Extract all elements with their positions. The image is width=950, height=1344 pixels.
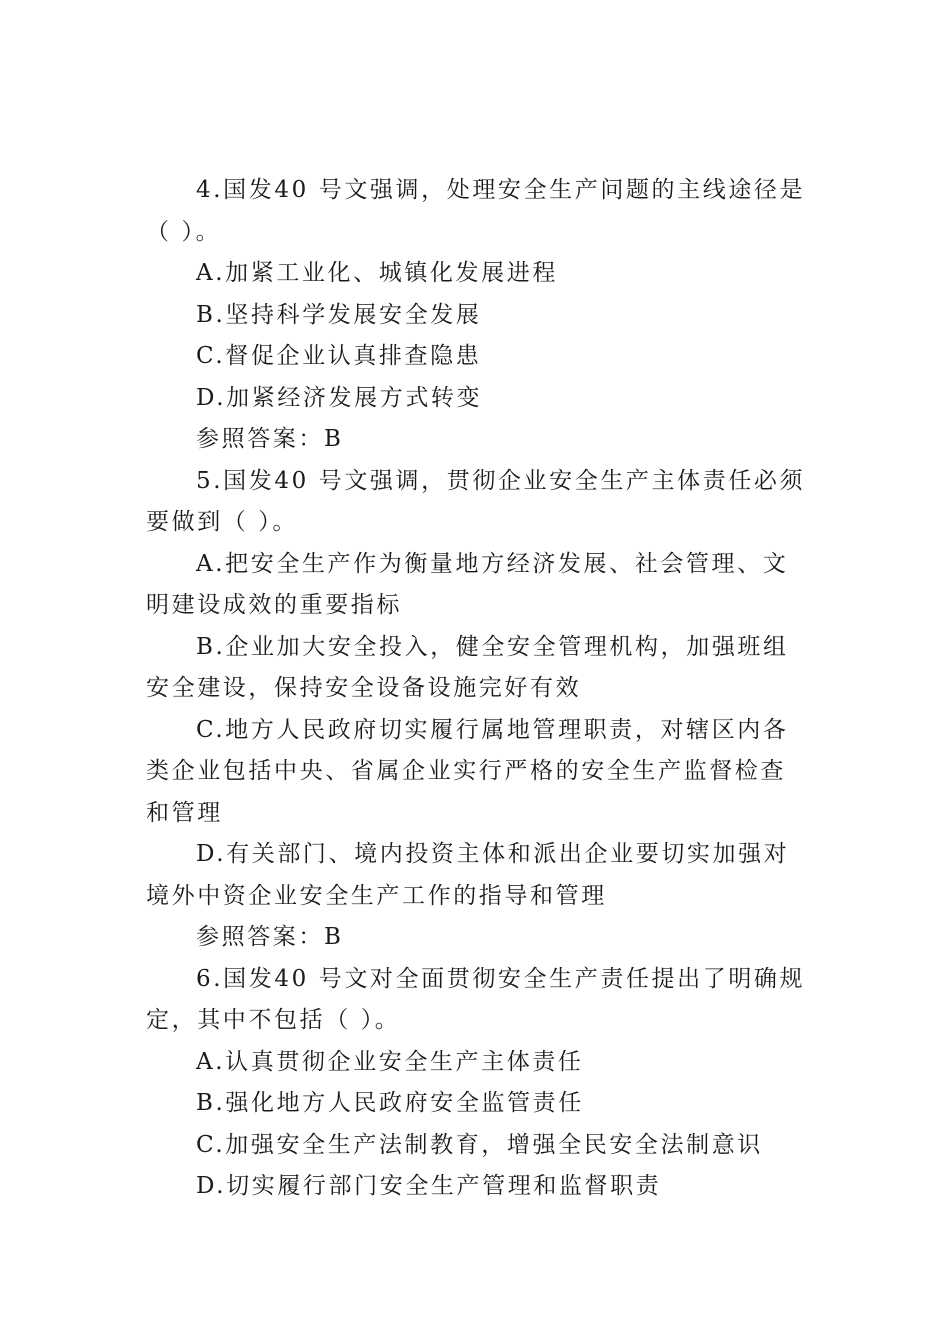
question-5-option-a: A.把安全生产作为衡量地方经济发展、社会管理、文明建设成效的重要指标 xyxy=(146,550,789,618)
question-4-option-c: C.督促企业认真排查隐患 xyxy=(196,343,482,369)
question-5-stem: 5.国发40 号文强调，贯彻企业安全生产主体责任必须要做到（ ）。 xyxy=(146,467,806,535)
question-5-option-b: B.企业加大安全投入，健全安全管理机构，加强班组安全建设，保持安全设备设施完好有效 xyxy=(146,633,789,701)
question-4-option-d: D.加紧经济发展方式转变 xyxy=(196,384,483,411)
document-body xyxy=(146,170,806,1208)
question-4-answer: 参照答案：B xyxy=(196,426,344,452)
question-4-stem: 4.国发40 号文强调，处理安全生产问题的主线途径是（ ）。 xyxy=(146,177,806,245)
question-6-option-d: D.切实履行部门安全生产管理和监督职责 xyxy=(196,1173,662,1199)
question-6-stem: 6.国发40 号文对全面贯彻安全生产责任提出了明确规定，其中不包括（ ）。 xyxy=(146,965,806,1033)
question-4-option-b: B.坚持科学发展安全发展 xyxy=(196,301,482,328)
question-5-answer: 参照答案：B xyxy=(196,924,344,950)
question-5-option-d: D.有关部门、境内投资主体和派出企业要切实加强对境外中资企业安全生产工作的指导和管理 xyxy=(146,841,790,909)
question-4-option-a: A.加紧工业化、城镇化发展进程 xyxy=(196,260,558,286)
question-6-option-a: A.认真贯彻企业安全生产主体责任 xyxy=(196,1048,584,1075)
question-5-option-c: C.地方人民政府切实履行属地管理职责，对辖区内各类企业包括中央、省属企业实行严格的安全生产监督检查和管理 xyxy=(146,716,789,826)
question-6-option-b: B.强化地方人民政府安全监管责任 xyxy=(196,1090,584,1116)
question-6-option-c: C.加强安全生产法制教育，增强全民安全法制意识 xyxy=(196,1131,763,1158)
